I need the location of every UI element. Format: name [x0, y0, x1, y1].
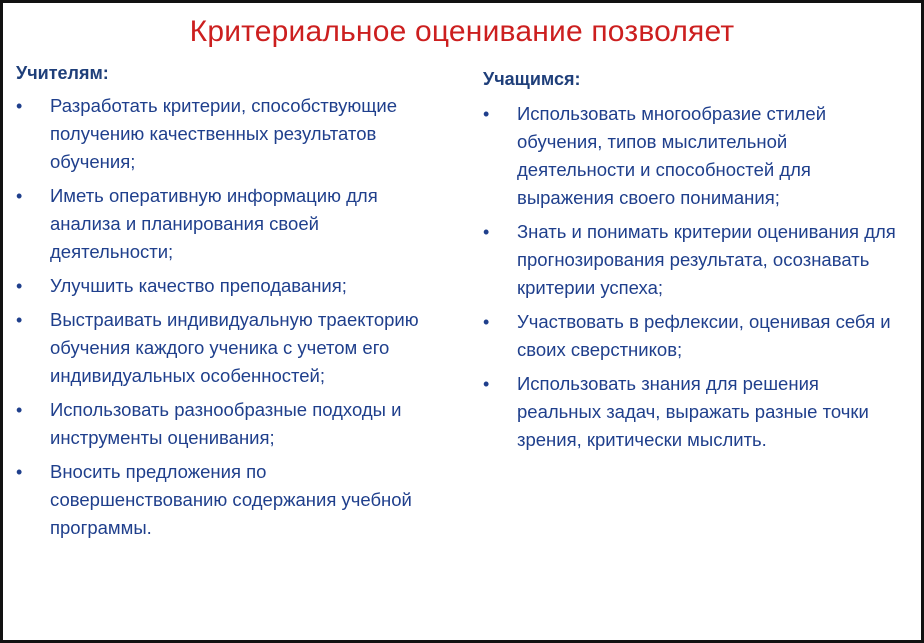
bullet-icon: • — [483, 374, 490, 394]
list-item-text: Иметь оперативную информацию для анализа и планирования своей деятельности; — [50, 185, 378, 262]
list-item-text: Использовать разнообразные подходы и инструменты оценивания; — [50, 399, 402, 448]
list-item-text: Выстраивать индивидуальную траекторию обучения каждого ученика с учетом его индивидуальных особенностей; — [50, 309, 419, 386]
list-item — [16, 92, 446, 176]
list-item-text: Знать и понимать критерии оценивания для прогнозирования результата, осознавать критерии успеха; — [517, 221, 896, 298]
list-item — [16, 458, 446, 542]
list-item — [483, 218, 903, 302]
bullet-icon: • — [483, 312, 490, 332]
bullet-icon: • — [16, 276, 23, 296]
bullet-icon: • — [16, 400, 23, 420]
list-item — [16, 396, 446, 452]
bullet-icon: • — [16, 462, 23, 482]
bullet-icon: • — [16, 310, 23, 330]
bullet-icon: • — [16, 96, 23, 116]
students-list — [483, 100, 903, 454]
teachers-heading: Учителям: — [16, 63, 109, 83]
list-item — [16, 306, 446, 390]
list-item — [483, 370, 903, 454]
list-item — [16, 272, 446, 300]
list-item-text: Улучшить качество преподавания; — [50, 275, 347, 296]
list-item-text: Участвовать в рефлексии, оценивая себя и своих сверстников; — [517, 311, 891, 360]
list-item — [483, 308, 903, 364]
students-heading: Учащимся: — [483, 69, 581, 89]
teachers-column — [16, 63, 446, 548]
bullet-icon: • — [483, 104, 490, 124]
list-item-text: Использовать многообразие стилей обучения, типов мыслительной деятельности и способностей для выражения своего понимания; — [517, 103, 827, 208]
teachers-list — [16, 92, 446, 542]
bullet-icon: • — [483, 222, 490, 242]
students-column — [483, 69, 903, 460]
slide-title: Критериальное оценивание позволяет — [189, 15, 735, 48]
list-item — [16, 182, 446, 266]
bullet-icon: • — [16, 186, 23, 206]
list-item-text: Разработать критерии, способствующие получению качественных результатов обучения; — [50, 95, 398, 172]
list-item — [483, 100, 903, 212]
list-item-text: Использовать знания для решения реальных задач, выражать разные точки зрения, критически мыслить. — [517, 373, 869, 450]
list-item-text: Вносить предложения по совершенствованию содержания учебной программы. — [50, 461, 412, 538]
